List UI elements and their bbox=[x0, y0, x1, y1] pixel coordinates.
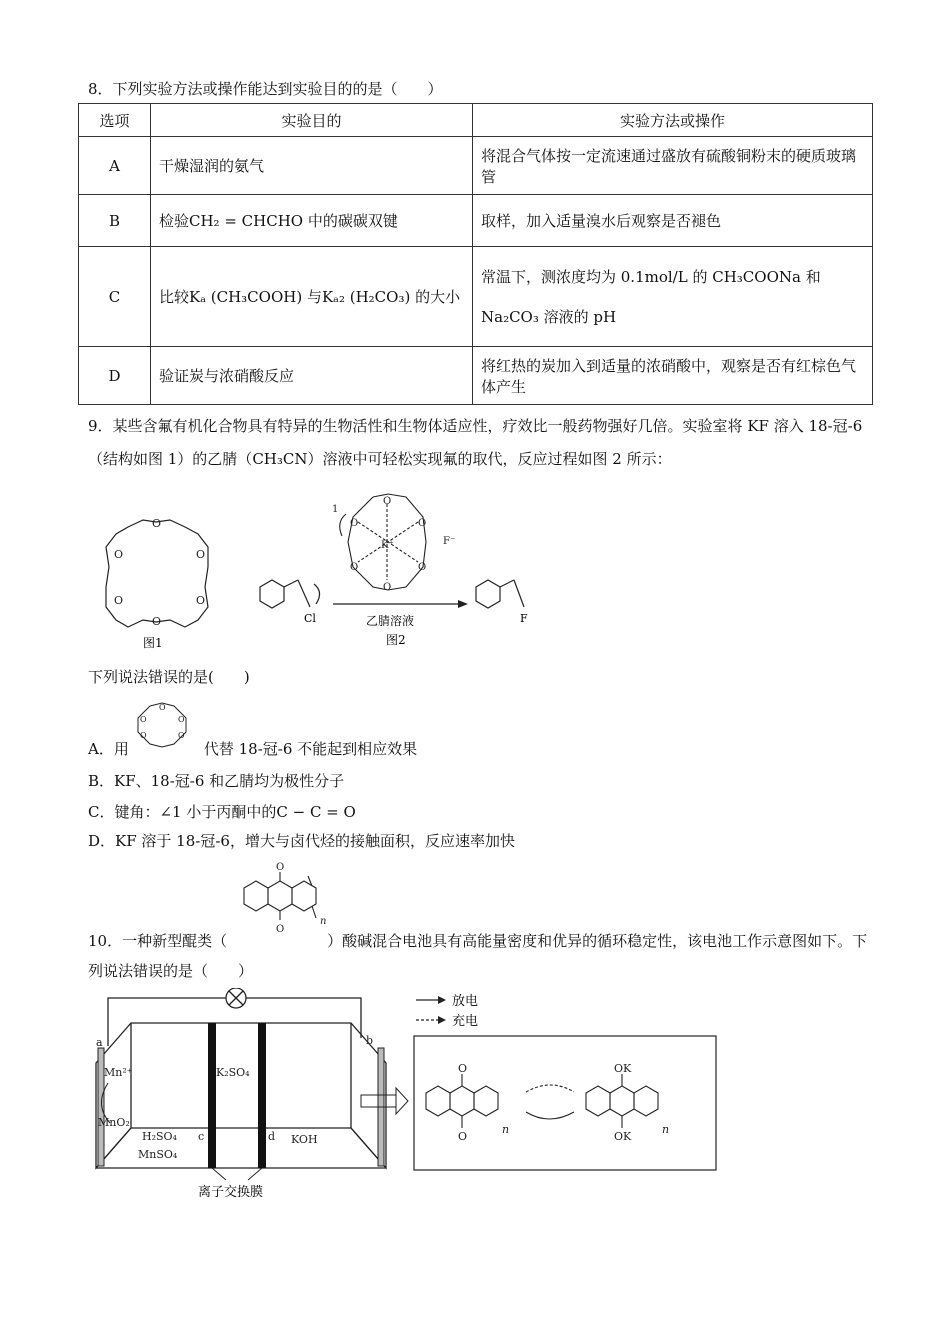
atom-o: O bbox=[458, 1130, 468, 1143]
reaction-arrow bbox=[333, 600, 468, 608]
atom-o: O bbox=[196, 548, 206, 561]
h2so4-label: H₂SO₄ bbox=[142, 1130, 177, 1143]
ok-label: OK bbox=[614, 1130, 632, 1143]
q9-option-a: A．用 代替 18-冠-6 不能起到相应效果 bbox=[88, 740, 418, 758]
q10-stem bbox=[88, 926, 878, 986]
atom-o: O bbox=[418, 562, 427, 573]
atom-o: O bbox=[140, 731, 147, 740]
hydroquinone-salt-structure bbox=[586, 1074, 658, 1128]
subscript-n: n bbox=[320, 916, 327, 927]
q9-stem: 9．某些含氟有机化合物具有特异的生物活性和生物体适应性，疗效比一般药物强好几倍。实验室将 KF 溶入 18-冠-6（结构如图 1）的乙腈（CH₃CN）溶液中可轻松实现氟的取代，反应过程如图 2 所示： bbox=[88, 417, 863, 468]
legend bbox=[416, 996, 446, 1024]
label-c: c bbox=[198, 1130, 205, 1143]
atom-k: K⁺ bbox=[381, 540, 394, 551]
battery-diagram bbox=[86, 988, 726, 1203]
koh-label: KOH bbox=[291, 1133, 318, 1146]
header-goal: 实验目的 bbox=[151, 104, 473, 137]
header-method: 实验方法或操作 bbox=[473, 104, 873, 137]
atom-o: O bbox=[383, 582, 392, 593]
q9-option-c: C．键角：∠1 小于丙酮中的C − C = O bbox=[88, 803, 356, 821]
row-method: 常温下，测浓度均为 0.1mol/L 的 CH₃COONa 和 Na₂CO₃ 溶液的 pH bbox=[473, 247, 873, 347]
label-d: d bbox=[268, 1130, 276, 1143]
benzyl-fluoride bbox=[476, 580, 524, 608]
q9-option-b: B．KF、18-冠-6 和乙腈均为极性分子 bbox=[88, 772, 345, 790]
atom-o: O bbox=[350, 562, 359, 573]
row-method: 将红热的炭加入到适量的浓硝酸中，观察是否有红棕色气体产生 bbox=[473, 347, 873, 405]
benzyl-chloride bbox=[260, 580, 320, 608]
atom-o: O bbox=[383, 496, 392, 507]
reaction-box bbox=[414, 1036, 716, 1170]
header-option: 选项 bbox=[79, 104, 151, 137]
subscript-n: n bbox=[662, 1123, 670, 1136]
external-circuit bbox=[108, 988, 361, 1046]
mno2-label: MnO₂ bbox=[98, 1116, 130, 1129]
atom-o: O bbox=[152, 615, 162, 628]
crown-ether-figure1 bbox=[106, 520, 208, 627]
row-goal: 检验CH₂ = CHCHO 中的碳碳双键 bbox=[151, 195, 473, 247]
cell-body bbox=[96, 1023, 386, 1168]
q8-table bbox=[78, 103, 873, 405]
table-row bbox=[79, 195, 873, 247]
membrane-c bbox=[208, 1023, 216, 1168]
redox-arrows bbox=[526, 1085, 574, 1119]
q9-prompt: 下列说法错误的是( ) bbox=[88, 668, 250, 686]
atom-o: O bbox=[152, 517, 162, 530]
atom-o: O bbox=[276, 924, 285, 935]
atom-o: O bbox=[140, 715, 147, 724]
atom-o: O bbox=[196, 594, 206, 607]
ok-label: OK bbox=[614, 1062, 632, 1075]
row-goal: 干燥湿润的氨气 bbox=[151, 137, 473, 195]
label-b: b bbox=[366, 1034, 374, 1047]
arrow-label: 乙腈溶液 bbox=[366, 614, 415, 628]
atom-o: O bbox=[276, 862, 285, 873]
q9-option-d: D．KF 溶于 18-冠-6，增大与卤代烃的接触面积，反应速率加快 bbox=[88, 832, 515, 850]
label-a: a bbox=[96, 1036, 103, 1049]
k2so4-label: K₂SO₄ bbox=[216, 1066, 250, 1079]
membrane-pointer bbox=[212, 1168, 226, 1180]
row-option: B bbox=[79, 195, 151, 247]
legend-discharge: 放电 bbox=[452, 994, 479, 1009]
q10-stem-start: 10．一种新型醌类（ bbox=[88, 932, 228, 950]
row-goal: 比较Kₐ (CH₃COOH) 与Kₐ₂ (H₂CO₃) 的大小 bbox=[151, 247, 473, 347]
row-method: 取样，加入适量溴水后观察是否褪色 bbox=[473, 195, 873, 247]
row-option: C bbox=[79, 247, 151, 347]
figure1-caption: 图1 bbox=[143, 636, 163, 650]
q10-stem-end: ）酸碱混合电池具有高能量密度和优异的循环稳定性，该电池工作示意图如下。下列说法错误的是（ ） bbox=[88, 932, 868, 980]
quinone-structure bbox=[426, 1074, 498, 1128]
q8-stem: 8．下列实验方法或操作能达到实验目的的是（ ） bbox=[88, 80, 443, 98]
row-goal: 验证炭与浓硝酸反应 bbox=[151, 347, 473, 405]
atom-o: O bbox=[178, 731, 185, 740]
atom-cl: Cl bbox=[304, 612, 316, 625]
row-method: 将混合气体按一定流速通过盛放有硫酸铜粉末的硬质玻璃管 bbox=[473, 137, 873, 195]
atom-o: O bbox=[159, 703, 166, 712]
table-row bbox=[79, 137, 873, 195]
row-option: D bbox=[79, 347, 151, 405]
membrane-label: 离子交换膜 bbox=[198, 1185, 264, 1200]
atom-o: O bbox=[178, 715, 185, 724]
membrane-d bbox=[258, 1023, 266, 1168]
table-row bbox=[79, 347, 873, 405]
figure2-caption: 图2 bbox=[386, 633, 406, 647]
atom-o: O bbox=[418, 518, 427, 529]
figure-label-1: 1 bbox=[332, 504, 339, 515]
membrane-pointer bbox=[248, 1168, 262, 1180]
mn2-label: Mn²⁺ bbox=[104, 1066, 133, 1079]
row-option: A bbox=[79, 137, 151, 195]
table-row bbox=[79, 247, 873, 347]
subscript-n: n bbox=[502, 1123, 510, 1136]
atom-o: O bbox=[458, 1062, 468, 1075]
mnso4-label: MnSO₄ bbox=[138, 1148, 178, 1161]
atom-f: F bbox=[520, 612, 528, 625]
legend-charge: 充电 bbox=[452, 1014, 479, 1029]
atom-o: O bbox=[114, 548, 124, 561]
atom-o: O bbox=[350, 518, 359, 529]
atom-o: O bbox=[114, 594, 124, 607]
atom-f-ion: F⁻ bbox=[443, 536, 456, 547]
q9-figures bbox=[88, 492, 548, 652]
table-header-row bbox=[79, 104, 873, 137]
